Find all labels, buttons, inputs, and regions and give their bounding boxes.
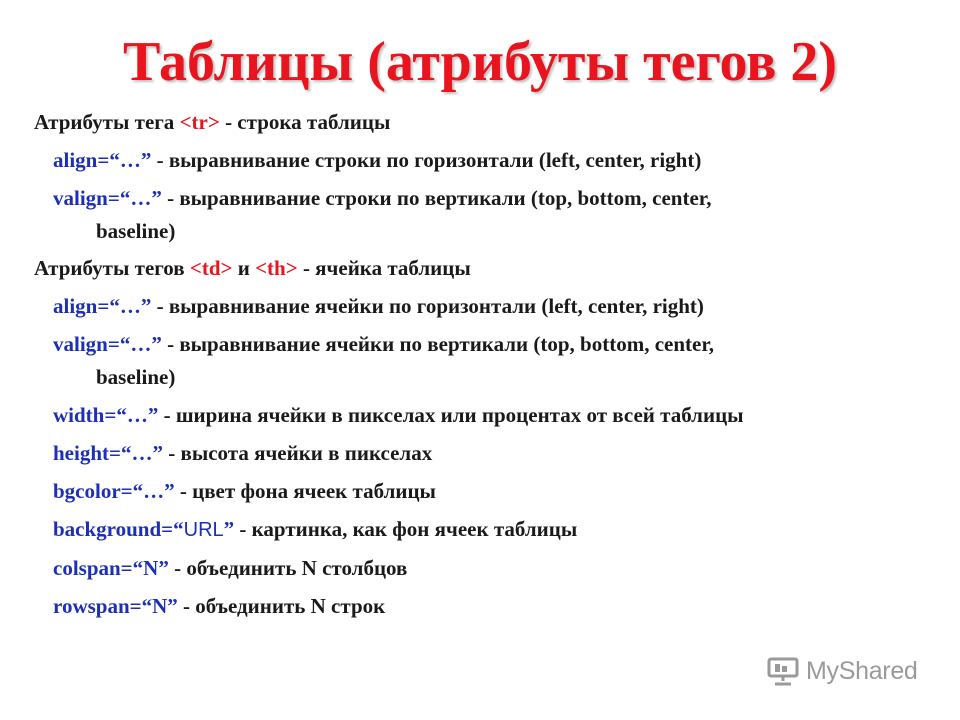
attribute-description: - объединить N столбцов <box>168 556 408 580</box>
slide-title: Таблицы (атрибуты тегов 2) <box>122 31 838 93</box>
attribute-description: - выравнивание строки по горизонтали (left, center, right) <box>151 148 702 172</box>
slide-content <box>34 104 944 625</box>
attribute-description: - картинка, как фон ячеек таблицы <box>234 517 578 541</box>
attribute-item <box>53 434 944 472</box>
section-heading-td-th <box>34 250 944 287</box>
attribute-item <box>53 141 944 179</box>
attribute-item <box>53 587 944 625</box>
attribute-name: background=“ <box>53 517 184 541</box>
attribute-description: - выравнивание ячейки по горизонтали (left, center, right) <box>151 294 704 318</box>
attribute-name-end: ” <box>223 517 235 541</box>
attribute-name: colspan=“N” <box>53 556 169 580</box>
attribute-name: height=“…” <box>53 441 163 465</box>
attribute-item <box>53 549 944 587</box>
attribute-name: bgcolor=“…” <box>53 479 175 503</box>
tag-td: <td> <box>189 256 233 280</box>
tag-th: <th> <box>255 256 298 280</box>
watermark <box>766 656 918 686</box>
heading-text: Атрибуты тега <box>34 110 180 134</box>
watermark-text: MyShared <box>806 656 918 685</box>
attribute-name: rowspan=“N” <box>53 594 178 618</box>
attribute-name: align=“…” <box>53 294 152 318</box>
presentation-board-icon <box>766 656 800 686</box>
attribute-description-continued: baseline) <box>96 365 176 389</box>
heading-text: Атрибуты тегов <box>34 256 190 280</box>
attribute-name: width=“…” <box>53 403 159 427</box>
attribute-description: - цвет фона ячеек таблицы <box>174 479 436 503</box>
attribute-value-url: URL <box>183 519 224 541</box>
attribute-description: - выравнивание строки по вертикали (top, bottom, center, <box>161 186 712 210</box>
attribute-name: valign=“…” <box>53 186 162 210</box>
attribute-list-tr <box>34 141 944 250</box>
tag-tr: <tr> <box>179 110 220 134</box>
attribute-item <box>53 287 944 325</box>
heading-text: - строка таблицы <box>219 110 391 134</box>
heading-text: и <box>232 256 256 280</box>
attribute-description: - выравнивание ячейки по вертикали (top, bottom, center, <box>161 332 714 356</box>
attribute-item <box>53 396 944 434</box>
attribute-item <box>53 179 944 250</box>
heading-text: - ячейка таблицы <box>297 256 471 280</box>
attribute-item <box>53 325 944 396</box>
attribute-description: - ширина ячейки в пикселах или процентах от всей таблицы <box>158 403 744 427</box>
attribute-description-continued: baseline) <box>96 219 176 243</box>
attribute-item <box>53 472 944 510</box>
attribute-list-td-th <box>34 287 944 625</box>
attribute-name: align=“…” <box>53 148 152 172</box>
attribute-item <box>53 510 944 549</box>
attribute-name: valign=“…” <box>53 332 162 356</box>
attribute-description: - объединить N строк <box>177 594 386 618</box>
attribute-description: - высота ячейки в пикселах <box>162 441 433 465</box>
section-heading-tr <box>34 104 944 141</box>
